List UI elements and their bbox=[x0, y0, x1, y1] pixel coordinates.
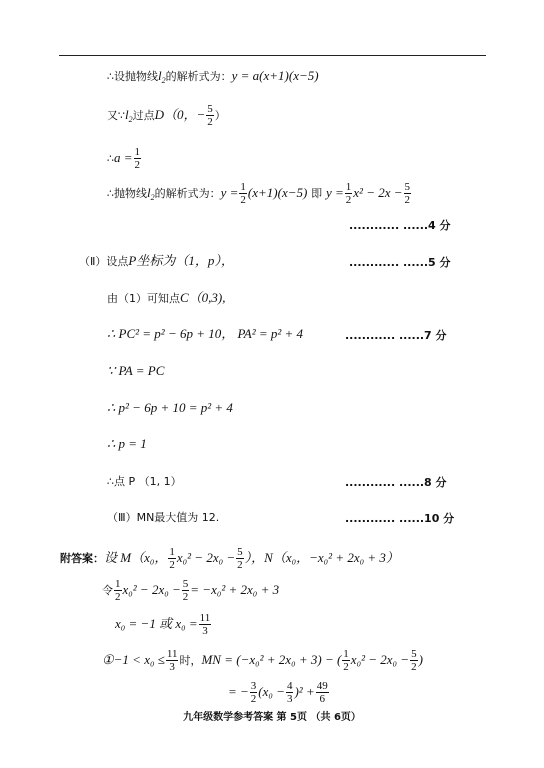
text: P坐标为（1，p）， bbox=[128, 253, 234, 268]
formula: (x₀ − bbox=[258, 684, 285, 699]
text: （Ⅲ）MN最大值为 12. bbox=[107, 511, 220, 524]
fraction-1-2: $\frac{1}{2}$ bbox=[115, 578, 121, 603]
l2-symbol: $l_2$ bbox=[125, 107, 133, 124]
fraction-1-2: $\frac{1}{2}$ bbox=[134, 146, 141, 171]
text: 的解析式为： bbox=[154, 187, 221, 200]
page-footer: 九年级数学参考答案 第 5页 （共 6页） bbox=[183, 712, 361, 723]
formula: (x+1)(x−5) bbox=[247, 185, 308, 200]
line-case-1 bbox=[102, 648, 423, 673]
text: ） bbox=[214, 109, 226, 122]
formula: a = bbox=[114, 150, 133, 165]
fraction-1-2: $\frac{1}{2}$ bbox=[169, 546, 175, 571]
line-ling bbox=[102, 578, 279, 603]
line-p-value bbox=[107, 437, 147, 451]
text: 又∵ bbox=[107, 109, 125, 122]
fraction-5-2: $\frac{5}{2}$ bbox=[404, 181, 411, 206]
part-ii-title bbox=[79, 254, 234, 269]
point-c: C（0,3), bbox=[180, 290, 226, 305]
formula: )² + bbox=[294, 684, 315, 699]
text: 时， bbox=[179, 654, 202, 667]
fraction-5-2: $\frac{5}{2}$ bbox=[182, 578, 189, 603]
fraction-49-6: $\frac{49}{6}$ bbox=[316, 680, 328, 705]
formula: = − bbox=[228, 684, 249, 699]
text: ∴抛物线 bbox=[107, 187, 147, 200]
formula: = −x₀² + 2x₀ + 3 bbox=[190, 582, 280, 597]
top-rule bbox=[59, 55, 486, 56]
formula: x₀² − 2x₀ − bbox=[350, 652, 410, 667]
line-point-p bbox=[107, 474, 182, 489]
line-equation-p bbox=[107, 401, 233, 415]
part-iii bbox=[107, 510, 219, 525]
formula: ) bbox=[418, 652, 423, 667]
text: 令 bbox=[102, 584, 113, 597]
line-parabola-expression bbox=[107, 181, 412, 206]
appendix-line bbox=[60, 546, 399, 571]
formula: ∴ p² − 6p + 10 = p² + 4 bbox=[107, 400, 233, 415]
formula: ①−1 < x₀ ≤ bbox=[102, 652, 165, 667]
line-pc-pa bbox=[107, 327, 303, 341]
fraction-4-3: $\frac{4}{3}$ bbox=[286, 680, 293, 705]
score-5: ............ ......5 分 bbox=[349, 256, 451, 269]
formula: MN = (−x₀² + 2x₀ + 3) − ( bbox=[201, 652, 342, 667]
appendix-label: 附答案： bbox=[60, 552, 104, 565]
text: 的解析式为： bbox=[165, 70, 232, 83]
score-7: ............ ......7 分 bbox=[345, 329, 447, 342]
fraction-5-2: $\frac{5}{2}$ bbox=[411, 648, 417, 673]
score-4: ............ ......4 分 bbox=[349, 219, 451, 232]
formula: ），N（x₀，−x₀² + 2x₀ + 3） bbox=[244, 550, 399, 565]
text: 过点 bbox=[132, 109, 155, 122]
point-d: D（0，− bbox=[154, 107, 206, 122]
text: ∴设抛物线 bbox=[107, 70, 158, 83]
score-10: ............ ......10 分 bbox=[345, 512, 455, 525]
line-x0-solutions bbox=[115, 612, 212, 637]
formula: y = bbox=[325, 185, 344, 200]
fraction-11-3: $\frac{11}{3}$ bbox=[166, 648, 178, 673]
fraction-3-2: $\frac{3}{2}$ bbox=[250, 680, 257, 705]
text: 由（1）可知点 bbox=[107, 292, 180, 305]
formula: 设 M（x₀， bbox=[104, 550, 168, 565]
formula: ∴ p = 1 bbox=[107, 436, 147, 451]
text: 即 bbox=[311, 187, 323, 200]
score-8: ............ ......8 分 bbox=[345, 476, 447, 489]
formula: x₀² − 2x₀ − bbox=[122, 582, 181, 597]
l2-symbol: $l_2$ bbox=[147, 185, 155, 202]
formula: y = bbox=[220, 185, 239, 200]
fraction-5-2: $\frac{5}{2}$ bbox=[207, 103, 213, 128]
fraction-1-2: $\frac{1}{2}$ bbox=[240, 181, 246, 206]
line-point-c bbox=[107, 291, 226, 306]
text: （Ⅱ）设点 bbox=[79, 255, 129, 268]
formula: x₀² − 2x₀ − bbox=[176, 550, 236, 565]
formula: x₀ = −1 或 x₀ = bbox=[115, 616, 198, 631]
l2-symbol: $l_2$ bbox=[158, 68, 166, 85]
fraction-5-2: $\frac{5}{2}$ bbox=[237, 546, 243, 571]
line-pa-eq-pc bbox=[107, 364, 164, 378]
formula: ∴ PC² = p² − 6p + 10， PA² = p² + 4 bbox=[107, 326, 304, 341]
fraction-1-2: $\frac{1}{2}$ bbox=[345, 181, 352, 206]
text: ∴ bbox=[107, 152, 114, 165]
fraction-1-2: $\frac{1}{2}$ bbox=[343, 648, 349, 673]
line-through-point-d bbox=[107, 103, 226, 128]
text: ∴点 P （1, 1） bbox=[107, 475, 182, 488]
line-parabola-form bbox=[107, 69, 319, 88]
line-a-value bbox=[107, 146, 142, 171]
formula: y = a(x+1)(x−5) bbox=[231, 68, 319, 83]
formula: ∵ PA = PC bbox=[107, 363, 165, 378]
formula: x² − 2x − bbox=[353, 185, 403, 200]
fraction-11-3: $\frac{11}{3}$ bbox=[199, 612, 211, 637]
line-case-1-result bbox=[228, 680, 330, 705]
